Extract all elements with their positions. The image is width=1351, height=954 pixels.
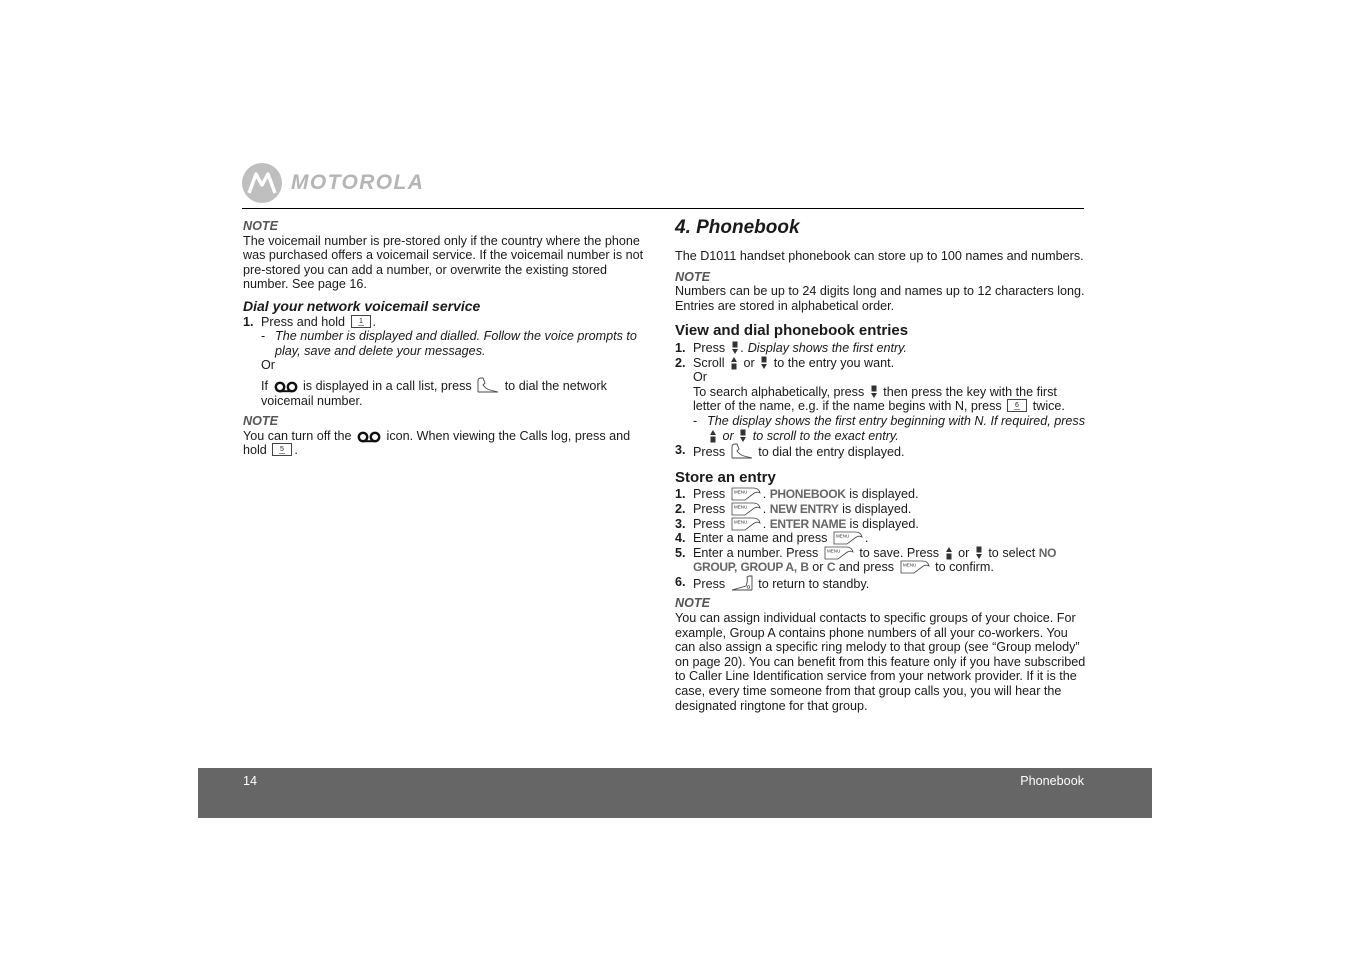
right-column [675, 216, 1087, 713]
key-1-icon [351, 315, 371, 329]
down-key-icon [870, 385, 878, 399]
list-item: 5. Enter a number. Press MENU to save. Press or to select NO GROUP, GROUP A, B or C and press MENU to confirm. [675, 545, 1057, 575]
list-item: - The number is displayed and dialled. Follow the voice prompts to play, save and delete your messages. [261, 329, 637, 358]
list-item: 3. Press to dial the entry displayed. [675, 443, 905, 460]
svg-text:MENU: MENU [826, 548, 841, 554]
or-text: Or [261, 358, 275, 373]
dial-voicemail-heading: Dial your network voicemail service [243, 297, 481, 314]
down-key-icon [975, 546, 983, 560]
motorola-logo [242, 162, 424, 204]
menu-key-icon [824, 546, 854, 560]
svg-text:1: 1 [358, 317, 363, 325]
footer-section-title: Phonebook [1020, 774, 1084, 788]
brand-wordmark: MOTOROLA [291, 171, 425, 194]
note-label: NOTE [243, 219, 278, 233]
menu-key-icon [731, 517, 761, 531]
note-text: You can turn off the icon. When viewing the Calls log, press and hold 5 . [243, 428, 631, 458]
lcd-text: GROUP A [740, 560, 794, 575]
list-item: 4. Enter a name and press MENU . [675, 531, 869, 546]
view-dial-heading: View and dial phonebook entries [675, 322, 909, 340]
note-label: NOTE [243, 414, 278, 429]
view-steps-cont [675, 443, 1087, 460]
menu-key-icon [833, 531, 863, 545]
svg-text:5: 5 [280, 446, 285, 454]
note-text: Numbers can be up to 24 digits long and names up to 12 characters long. Entries are stored in alphabetical order. [675, 284, 1085, 313]
note-text: The voicemail number is pre-stored only if the country where the phone was purchased offers a voicemail service. If the voicemail number is not pre-stored you can add a number, or overwrite the existing stored number. See page 16. [243, 233, 644, 292]
lcd-text: NEW ENTRY [769, 501, 839, 516]
lcd-text: ENTER NAME [769, 516, 847, 531]
store-entry-heading: Store an entry [675, 468, 776, 486]
dial-steps [243, 315, 653, 330]
talk-key-icon [731, 443, 753, 459]
or-text: Or [693, 370, 707, 385]
svg-text:MENU: MENU [733, 519, 747, 524]
key-6-icon [1007, 399, 1027, 413]
up-key-icon [709, 429, 717, 443]
list-item: 1. Press . Display shows the first entry. [675, 340, 908, 355]
phonebook-down-key-icon [731, 341, 739, 355]
list-item: 2. Scroll or to the entry you want. [675, 355, 895, 370]
voicemail-icon [274, 381, 298, 393]
list-item: 1. Press MENU . PHONEBOOK is displayed. [675, 487, 919, 502]
list-item: 3. Press MENU . ENTER NAME is displayed. [675, 516, 919, 531]
end-key-icon [731, 575, 753, 591]
search-instruction: To search alphabetically, press then press the key with the first letter of the name, e.g. if the name begins with N, press 6 twice. [693, 384, 1065, 414]
lcd-text: C [826, 560, 836, 575]
intro-text: The D1011 handset phonebook can store up to 100 names and numbers. [675, 249, 1084, 263]
list-item: 1. Press and hold 1 . [243, 314, 377, 329]
lcd-text: B [800, 560, 809, 575]
list-item: 2. Press MENU . NEW ENTRY is displayed. [675, 501, 912, 516]
key-5-icon [272, 443, 292, 457]
voicemail-icon [357, 431, 381, 443]
lcd-text: NO GROUP [693, 545, 1057, 575]
chapter-title: 4. Phonebook [675, 217, 800, 238]
svg-text:MENU: MENU [733, 504, 747, 510]
svg-text:MENU: MENU [902, 562, 916, 568]
up-key-icon [945, 546, 953, 560]
note-label: NOTE [675, 596, 710, 611]
list-item: - The display shows the first entry beginning with N. If required, press or to scroll to the exact entry. [693, 413, 1085, 443]
talk-key-icon [477, 377, 499, 393]
menu-key-icon [731, 502, 761, 516]
up-key-icon [730, 356, 738, 370]
store-steps [675, 487, 1087, 591]
menu-key-icon [731, 487, 761, 501]
view-steps [675, 341, 1087, 370]
note-text: You can assign individual contacts to specific groups of your choice. For example, Group A contains phone numbers of all your co-workers. You can also assign a specific ring melody to that group (see “Group melody” on page 20). You can benefit from this feature only if you have subscribed to Caller Line Identification service from your network provider. If it is the case, every time someone from that group calls you, you will hear the designated ringtone for that group. [675, 611, 1086, 713]
menu-key-icon [900, 560, 930, 574]
voicemail-instruction: If is displayed in a call list, press to dial the network voicemail number. [261, 378, 607, 408]
page-number: 14 [243, 774, 258, 788]
motorola-batwing-icon [242, 163, 282, 203]
svg-text:MENU: MENU [835, 533, 850, 539]
svg-text:MENU: MENU [733, 489, 747, 495]
down-key-icon [760, 356, 768, 370]
header-rule [242, 208, 1084, 209]
svg-text:6: 6 [1015, 402, 1020, 410]
lcd-text: PHONEBOOK [769, 487, 846, 502]
note-label: NOTE [675, 269, 710, 284]
left-column [243, 216, 653, 458]
page-footer [198, 768, 1152, 818]
down-key-icon [739, 429, 747, 443]
list-item: 6. Press to return to standby. [675, 574, 870, 591]
